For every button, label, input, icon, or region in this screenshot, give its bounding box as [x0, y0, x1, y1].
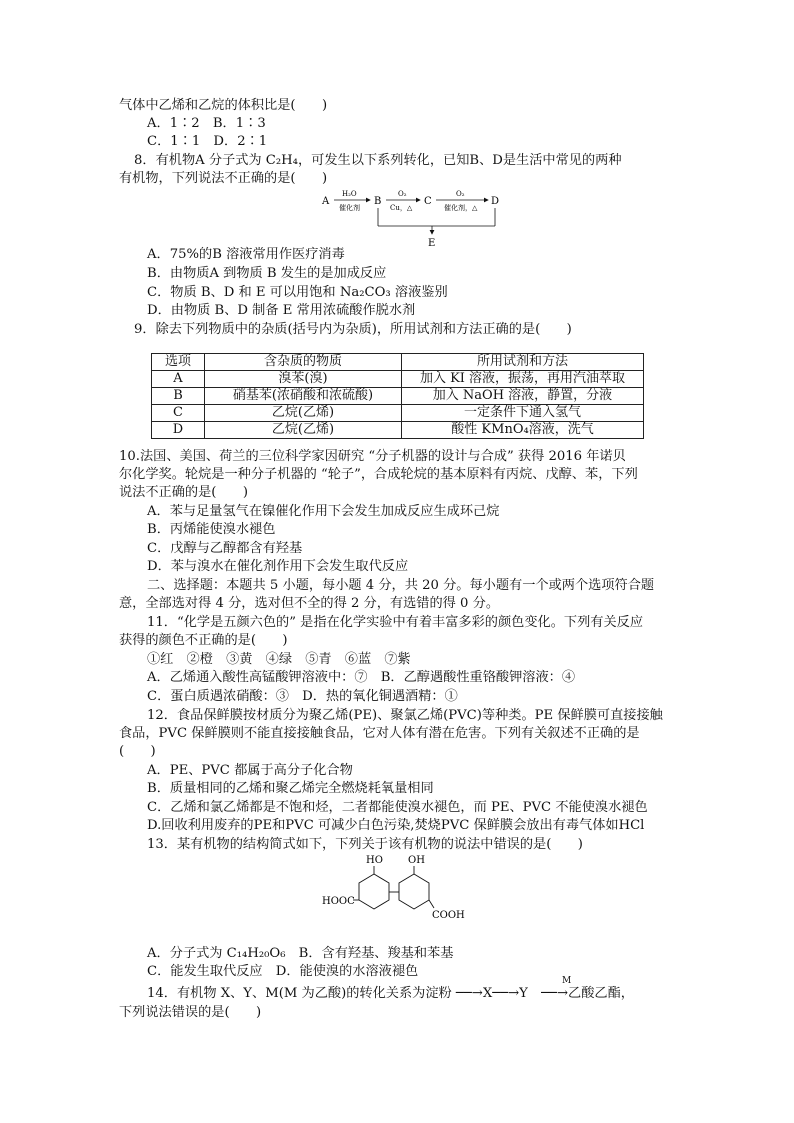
q9-stem: 9．除去下列物质中的杂质(括号内为杂质)，所用试剂和方法正确的是( ) [134, 322, 572, 337]
scheme-node-d: D [491, 196, 500, 207]
q10-option-c: C．戊醇与乙醇都含有羟基 [147, 541, 303, 556]
table-row [152, 405, 644, 422]
table-cell: 乙烷(乙烯) [205, 405, 402, 422]
scheme-label-bc-bottom: Cu，△ [390, 204, 413, 212]
scheme-label-ab-bottom: 催化剂 [339, 204, 360, 212]
scheme-label-cd-bottom: 催化剂，△ [444, 204, 478, 212]
q8-stem-line2: 有机物，下列说法不正确的是( ) [119, 171, 328, 186]
q10-option-d: D．苯与溴水在催化剂作用下会发生取代反应 [147, 559, 409, 574]
table-cell: 硝基苯(浓硝酸和浓硫酸) [205, 388, 402, 405]
q8-option-c: C．物质 B、D 和 E 可以用饱和 Na₂CO₃ 溶液鉴别 [147, 285, 448, 300]
q8-option-d: D．由物质 B、D 制备 E 常用浓硫酸作脱水剂 [147, 303, 416, 318]
q14-arrow-label-m: M [562, 976, 572, 986]
table-header-cell: 选项 [152, 354, 205, 371]
scheme-node-a: A [322, 196, 330, 207]
q10-option-b: B．丙烯能使溴水褪色 [147, 522, 276, 537]
q12-stem-line2: 食品，PVC 保鲜膜则不能直接接触食品，它对人体有潜在危害。下列有关叙述不正确的是 [119, 726, 640, 741]
scheme-node-e: E [428, 238, 436, 248]
q11-options-cd: C．蛋白质遇浓硝酸：③ D．热的氧化铜遇酒精：① [147, 689, 458, 704]
q11-stem-line1: 11．“化学是五颜六色的” 是指在化学实验中有着丰富多彩的颜色变化。下列有关反应 [147, 615, 644, 630]
q13-stem: 13．某有机物的结构简式如下，下列关于该有机物的说法中错误的是( ) [147, 837, 583, 852]
q14-stem-line2: 下列说法错误的是( ) [119, 1005, 262, 1020]
table-header-cell: 含杂质的物质 [205, 354, 402, 371]
q12-option-c: C．乙烯和氯乙烯都是不饱和烃，二者都能使溴水褪色，而 PE、PVC 不能使溴水褪色 [147, 800, 648, 815]
q12-stem-line3: ( ) [119, 744, 156, 759]
table-cell: 加入 KI 溶液，振荡，再用汽油萃取 [402, 371, 644, 388]
scheme-node-c: C [424, 196, 432, 207]
q11-options-ab: A．乙烯通入酸性高锰酸钾溶液中：⑦ B．乙醇遇酸性重铬酸钾溶液：④ [147, 670, 576, 685]
scheme-label-cd-top: O₂ [456, 190, 465, 198]
table-cell: 加入 NaOH 溶液，静置，分液 [402, 388, 644, 405]
table-row [152, 371, 644, 388]
q11-stem-line2: 获得的颜色不正确的是( ) [119, 633, 288, 648]
structure-label-hooc: HOOC [322, 896, 355, 907]
q13-options-ab: A．分子式为 C₁₄H₂₀O₆ B．含有羟基、羧基和苯基 [147, 946, 454, 961]
table-header-cell: 所用试剂和方法 [402, 354, 644, 371]
q7-options-cd: C．1∶1 D．2∶1 [147, 134, 268, 149]
table-header-row [152, 354, 644, 371]
q12-option-b: B．质量相同的乙烯和聚乙烯完全燃烧耗氧量相同 [147, 781, 434, 796]
q12-option-d: D.回收利用废弃的PE和PVC 可减少白色污染,焚烧PVC 保鲜膜会放出有毒气体如HCl [147, 818, 645, 833]
q14-stem-line1: 14．有机物 X、Y、M(M 为乙酸)的转化关系为淀粉 ──→X──→Y ──→乙酸乙酯， [147, 986, 634, 1001]
table-row [152, 388, 644, 405]
table-cell: 溴苯(溴) [205, 371, 402, 388]
q9-options-table [151, 353, 644, 439]
q8-reaction-scheme [318, 186, 508, 248]
scheme-node-b: B [374, 196, 382, 207]
q12-stem-line1: 12．食品保鲜膜按材质分为聚乙烯(PE)、聚氯乙烯(PVC)等种类。PE 保鲜膜可直接接触 [147, 708, 663, 723]
q8-option-a: A．75%的B 溶液常用作医疗消毒 [147, 247, 345, 262]
table-cell: B [152, 388, 205, 405]
table-cell: 乙烷(乙烯) [205, 422, 402, 439]
table-row [152, 422, 644, 439]
q10-stem-line1: 10.法国、美国、荷兰的三位科学家因研究 “分子机器的设计与合成” 获得 2016 年诺贝 [119, 449, 626, 464]
q8-stem-line1: 8．有机物A 分子式为 C₂H₄，可发生以下系列转化，已知B、D是生活中常见的两种 [134, 153, 622, 168]
table-cell: 酸性 KMnO₄溶液，洗气 [402, 422, 644, 439]
structure-label-cooh: COOH [432, 910, 465, 921]
q7-stem-tail: 气体中乙烯和乙烷的体积比是( ) [119, 98, 328, 113]
q7-options-ab: A．1∶2 B．1∶3 [147, 116, 266, 131]
table-cell: 一定条件下通入氢气 [402, 405, 644, 422]
q10-stem-line3: 说法不正确的是( ) [119, 485, 248, 500]
q11-color-list: ①红 ②橙 ③黄 ④绿 ⑤青 ⑥蓝 ⑦紫 [147, 652, 411, 667]
table-cell: C [152, 405, 205, 422]
scheme-label-ab-top: H₂O [342, 190, 357, 198]
table-cell: A [152, 371, 205, 388]
q8-option-b: B．由物质A 到物质 B 发生的是加成反应 [147, 266, 387, 281]
q13-structure-diagram [318, 852, 480, 932]
q12-option-a: A．PE、PVC 都属于高分子化合物 [147, 763, 353, 778]
q10-stem-line2: 尔化学奖。轮烷是一种分子机器的 “轮子”，合成轮烷的基本原料有丙烷、戊醇、苯，下列 [119, 467, 638, 482]
q13-options-cd: C．能发生取代反应 D．能使溴的水溶液褪色 [147, 964, 419, 979]
section-2-heading-line2: 意，全部选对得 4 分，选对但不全的得 2 分，有选错的得 0 分。 [119, 596, 500, 611]
structure-label-oh: OH [408, 855, 425, 866]
q10-option-a: A．苯与足量氢气在镍催化作用下会发生加成反应生成环己烷 [147, 504, 500, 519]
scheme-label-bc-top: O₂ [398, 190, 407, 198]
table-cell: D [152, 422, 205, 439]
structure-label-ho: HO [366, 855, 383, 866]
section-2-heading-line1: 二、选择题：本题共 5 小题，每小题 4 分，共 20 分。每小题有一个或两个选项符合题 [147, 578, 655, 593]
